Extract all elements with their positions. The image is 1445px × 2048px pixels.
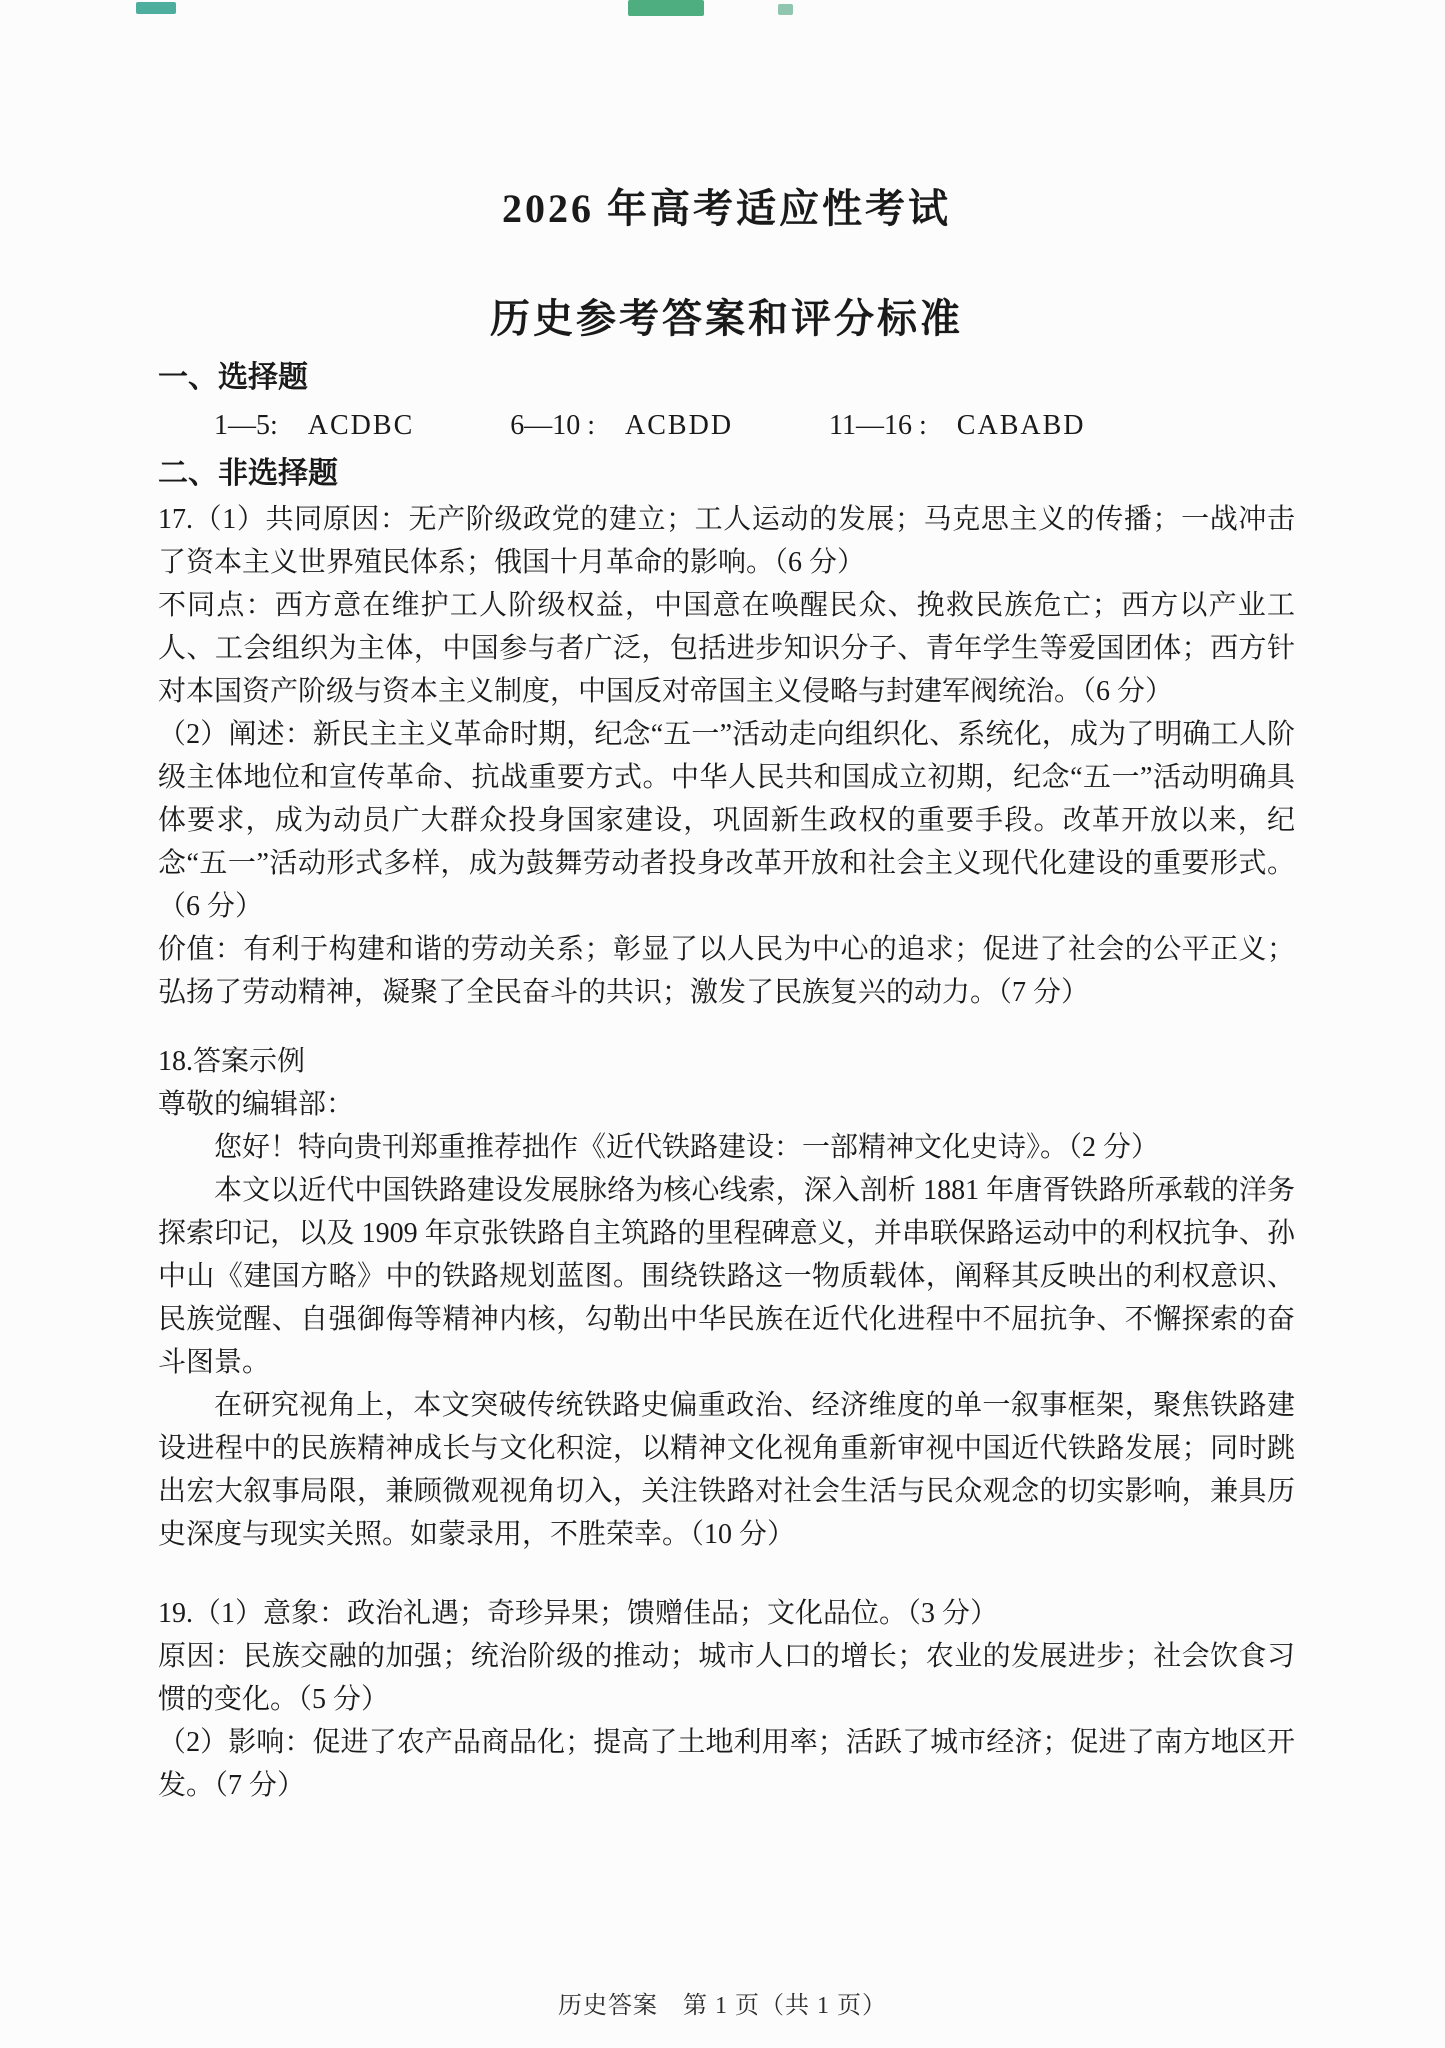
q17-common-causes: 17.（1）共同原因：无产阶级政党的建立；工人运动的发展；马克思主义的传播；一战冲击了资本主义世界殖民体系；俄国十月革命的影响。（6 分） [158,504,1295,578]
q18-recommendation-opening: 您好！特向贵刊郑重推荐拙作《近代铁路建设：一部精神文化史诗》。（2 分） [214,1132,1160,1163]
q18-heading: 18.答案示例 [158,1046,306,1077]
exam-title: 2026 年高考适应性考试 [502,186,951,231]
answer-range-label: 6—10 : [510,410,596,441]
answer-range-label: 1—5: [214,410,278,441]
answer-group-6-10 [510,406,733,446]
q18-body-paragraph-1: 本文以近代中国铁路建设发展脉络为核心线索，深入剖析 1881 年唐胥铁路所承载的洋务探索印记，以及 1909 年京张铁路自主筑路的里程碑意义，并串联保路运动中的利权抗争、孙中山《建国方略》中的铁路规划蓝图。围绕铁路这一物质载体，阐释其反映出的利权意识、民族觉醒、自强御侮等精神内核，勾勒出中华民族在近代化进程中不屈抗争、不懈探索的奋斗图景。 [158,1175,1295,1378]
answer-letters: CABABD [956,410,1086,441]
q17-elaboration: （2）阐述：新民主主义革命时期，纪念“五一”活动走向组织化、系统化，成为了明确工人阶级主体地位和宣传革命、抗战重要方式。中华人民共和国成立初期，纪念“五一”活动明确具体要求，成为动员广大群众投身国家建设，巩固新生政权的重要手段。改革开放以来，纪念“五一”活动形式多样，成为鼓舞劳动者投身改革开放和社会主义现代化建设的重要形式。（6 分） [158,719,1295,922]
question-19-answer [158,1592,1295,1807]
q19-causes: 原因：民族交融的加强；统治阶级的推动；城市人口的增长；农业的发展进步；社会饮食习惯的变化。（5 分） [158,1641,1295,1715]
q18-salutation: 尊敬的编辑部： [158,1089,355,1120]
answer-range-label: 11—16 : [829,410,927,441]
answer-letters: ACDBC [307,410,415,441]
answer-group-1-5 [214,406,414,446]
question-18-answer [158,1040,1295,1556]
multiple-choice-answers-row [158,406,1295,446]
page-footer: 历史答案 第 1 页（共 1 页） [558,1993,887,2019]
q17-value: 价值：有利于构建和谐的劳动关系；彰显了以人民为中心的追求；促进了社会的公平正义；弘扬了劳动精神，凝聚了全民奋斗的共识；激发了民族复兴的动力。（7 分） [158,934,1295,1008]
section-heading-non-choice: 二、非选择题 [158,457,338,490]
q18-body-paragraph-2: 在研究视角上，本文突破传统铁路史偏重政治、经济维度的单一叙事框架，聚焦铁路建设进程中的民族精神成长与文化积淀，以精神文化视角重新审视中国近代铁路发展；同时跳出宏大叙事局限，兼顾微观视角切入，关注铁路对社会生活与民众观念的切实影响，兼具历史深度与现实关照。如蒙录用，不胜荣幸。（10 分） [158,1390,1295,1550]
question-17-answer [158,498,1295,1014]
q19-imagery: 19.（1）意象：政治礼遇；奇珍异果；馈赠佳品；文化品位。（3 分） [158,1598,999,1629]
answer-group-11-16 [829,406,1085,446]
answer-key-title: 历史参考答案和评分标准 [490,296,963,341]
document-body [158,0,1295,1807]
q17-differences: 不同点：西方意在维护工人阶级权益，中国意在唤醒民众、挽救民族危亡；西方以产业工人、工会组织为主体，中国参与者广泛，包括进步知识分子、青年学生等爱国团体；西方针对本国资产阶级与资本主义制度，中国反对帝国主义侵略与封建军阀统治。（6 分） [158,590,1295,707]
answer-letters: ACBDD [625,410,734,441]
section-heading-multiple-choice: 一、选择题 [158,361,308,394]
q19-impact: （2）影响：促进了农产品商品化；提高了土地利用率；活跃了城市经济；促进了南方地区开发。（7 分） [158,1727,1295,1801]
